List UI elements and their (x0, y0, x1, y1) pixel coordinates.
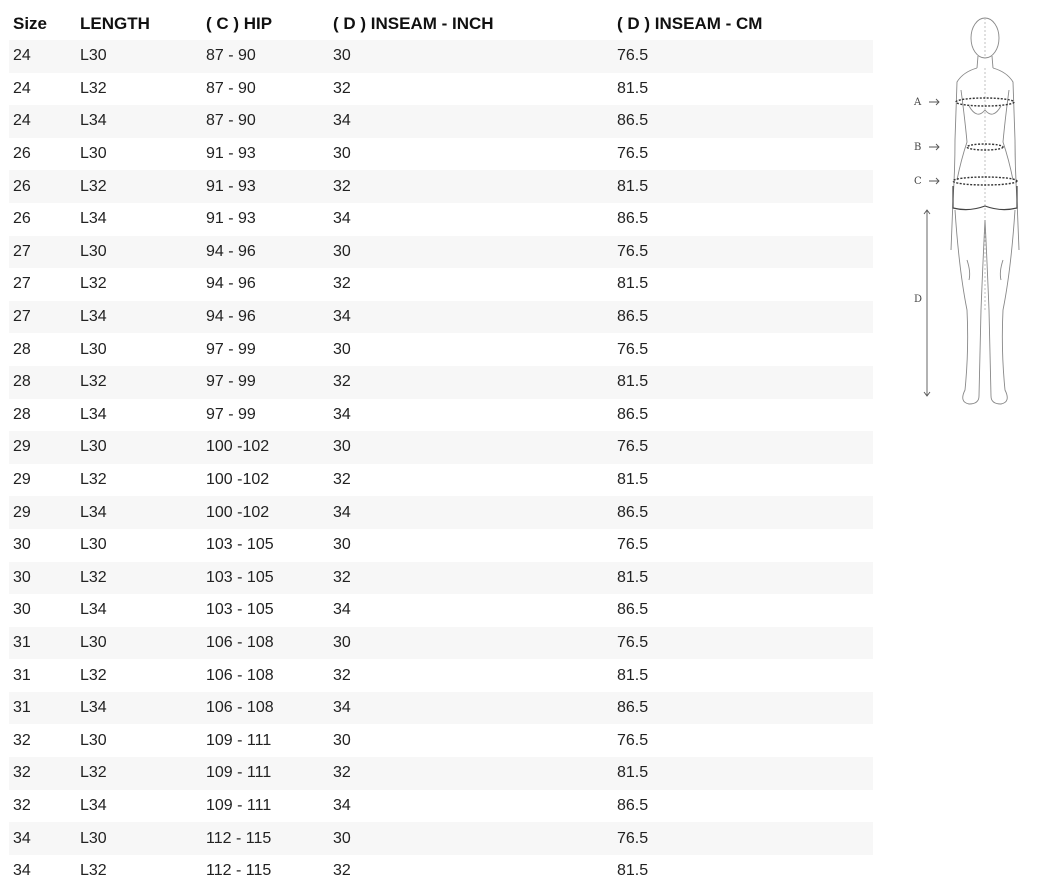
cell-size: 24 (9, 105, 76, 138)
cell-length: L30 (76, 431, 202, 464)
cell-hip: 100 -102 (202, 464, 329, 497)
cell-size: 24 (9, 73, 76, 106)
cell-inseam-inch: 32 (329, 464, 613, 497)
cell-inseam-cm: 76.5 (613, 529, 873, 562)
cell-size: 27 (9, 301, 76, 334)
table-row (9, 562, 873, 595)
cell-size: 31 (9, 659, 76, 692)
cell-size: 30 (9, 594, 76, 627)
cell-inseam-inch: 34 (329, 203, 613, 236)
cell-size: 27 (9, 236, 76, 269)
cell-size: 32 (9, 790, 76, 823)
cell-hip: 87 - 90 (202, 105, 329, 138)
cell-inseam-inch: 30 (329, 724, 613, 757)
cell-inseam-cm: 86.5 (613, 692, 873, 725)
cell-inseam-inch: 34 (329, 301, 613, 334)
cell-inseam-inch: 30 (329, 529, 613, 562)
cell-inseam-inch: 32 (329, 562, 613, 595)
table-row (9, 496, 873, 529)
cell-length: L34 (76, 203, 202, 236)
cell-hip: 106 - 108 (202, 659, 329, 692)
table-row (9, 366, 873, 399)
cell-size: 26 (9, 203, 76, 236)
table-row (9, 333, 873, 366)
cell-size: 29 (9, 496, 76, 529)
table-row (9, 724, 873, 757)
label-a: A (914, 97, 922, 108)
cell-length: L34 (76, 594, 202, 627)
table-row (9, 790, 873, 823)
table-row (9, 268, 873, 301)
cell-inseam-inch: 30 (329, 236, 613, 269)
cell-length: L32 (76, 268, 202, 301)
cell-length: L34 (76, 301, 202, 334)
cell-length: L30 (76, 529, 202, 562)
cell-hip: 112 - 115 (202, 822, 329, 855)
cell-hip: 97 - 99 (202, 366, 329, 399)
cell-length: L30 (76, 236, 202, 269)
cell-inseam-cm: 86.5 (613, 399, 873, 432)
table-row (9, 692, 873, 725)
table-row (9, 822, 873, 855)
cell-length: L30 (76, 724, 202, 757)
cell-inseam-inch: 30 (329, 627, 613, 660)
cell-length: L34 (76, 496, 202, 529)
cell-hip: 103 - 105 (202, 594, 329, 627)
table-row (9, 301, 873, 334)
cell-inseam-inch: 34 (329, 692, 613, 725)
cell-hip: 91 - 93 (202, 138, 329, 171)
cell-inseam-cm: 81.5 (613, 855, 873, 887)
cell-inseam-cm: 81.5 (613, 464, 873, 497)
cell-size: 26 (9, 138, 76, 171)
cell-inseam-cm: 81.5 (613, 562, 873, 595)
table-row (9, 40, 873, 73)
label-c: C (914, 176, 922, 187)
cell-inseam-inch: 34 (329, 594, 613, 627)
cell-inseam-inch: 34 (329, 105, 613, 138)
table-row (9, 529, 873, 562)
cell-inseam-inch: 32 (329, 757, 613, 790)
cell-inseam-inch: 30 (329, 40, 613, 73)
table-row (9, 659, 873, 692)
cell-inseam-cm: 76.5 (613, 236, 873, 269)
cell-hip: 91 - 93 (202, 203, 329, 236)
cell-hip: 106 - 108 (202, 627, 329, 660)
table-header-row (9, 8, 873, 40)
table-row (9, 464, 873, 497)
cell-inseam-cm: 86.5 (613, 790, 873, 823)
table-row (9, 73, 873, 106)
table-row (9, 138, 873, 171)
cell-size: 34 (9, 855, 76, 887)
cell-length: L30 (76, 40, 202, 73)
label-d: D (914, 294, 923, 305)
cell-length: L34 (76, 105, 202, 138)
table-row (9, 594, 873, 627)
label-b: B (914, 142, 922, 153)
cell-length: L30 (76, 333, 202, 366)
cell-size: 28 (9, 333, 76, 366)
cell-hip: 109 - 111 (202, 757, 329, 790)
cell-hip: 100 -102 (202, 496, 329, 529)
cell-hip: 109 - 111 (202, 724, 329, 757)
column-header-hip: ( C ) HIP (206, 14, 273, 33)
table-body (9, 40, 873, 887)
cell-size: 27 (9, 268, 76, 301)
cell-size: 30 (9, 562, 76, 595)
cell-size: 31 (9, 692, 76, 725)
cell-inseam-cm: 76.5 (613, 627, 873, 660)
cell-hip: 109 - 111 (202, 790, 329, 823)
cell-inseam-cm: 76.5 (613, 40, 873, 73)
cell-inseam-inch: 32 (329, 366, 613, 399)
size-chart-table (9, 8, 873, 887)
cell-inseam-inch: 34 (329, 399, 613, 432)
cell-length: L30 (76, 822, 202, 855)
cell-hip: 97 - 99 (202, 399, 329, 432)
cell-size: 28 (9, 399, 76, 432)
column-header-length: LENGTH (80, 14, 150, 33)
cell-hip: 94 - 96 (202, 301, 329, 334)
cell-length: L34 (76, 790, 202, 823)
cell-inseam-cm: 86.5 (613, 105, 873, 138)
table-row (9, 105, 873, 138)
cell-inseam-cm: 76.5 (613, 822, 873, 855)
cell-size: 28 (9, 366, 76, 399)
cell-hip: 112 - 115 (202, 855, 329, 887)
cell-size: 29 (9, 464, 76, 497)
measurement-figure (905, 10, 1035, 410)
cell-inseam-cm: 76.5 (613, 431, 873, 464)
cell-length: L34 (76, 399, 202, 432)
cell-length: L30 (76, 138, 202, 171)
cell-inseam-cm: 81.5 (613, 268, 873, 301)
cell-length: L32 (76, 757, 202, 790)
cell-inseam-inch: 30 (329, 333, 613, 366)
cell-inseam-inch: 32 (329, 855, 613, 887)
cell-length: L32 (76, 170, 202, 203)
cell-inseam-cm: 81.5 (613, 757, 873, 790)
arrow-c-icon (929, 178, 939, 184)
column-header-inseam-inch: ( D ) INSEAM - INCH (333, 14, 494, 33)
cell-length: L32 (76, 73, 202, 106)
cell-size: 24 (9, 40, 76, 73)
cell-hip: 87 - 90 (202, 40, 329, 73)
cell-inseam-inch: 32 (329, 73, 613, 106)
cell-length: L32 (76, 562, 202, 595)
cell-length: L32 (76, 855, 202, 887)
cell-inseam-inch: 30 (329, 431, 613, 464)
cell-inseam-inch: 30 (329, 138, 613, 171)
cell-hip: 94 - 96 (202, 236, 329, 269)
cell-length: L30 (76, 627, 202, 660)
cell-length: L34 (76, 692, 202, 725)
cell-inseam-cm: 81.5 (613, 73, 873, 106)
cell-length: L32 (76, 464, 202, 497)
table-row (9, 757, 873, 790)
cell-hip: 103 - 105 (202, 529, 329, 562)
cell-length: L32 (76, 659, 202, 692)
cell-length: L32 (76, 366, 202, 399)
inseam-arrow-icon (924, 210, 930, 396)
column-header-inseam-cm: ( D ) INSEAM - CM (617, 14, 763, 33)
table-row (9, 627, 873, 660)
cell-size: 29 (9, 431, 76, 464)
cell-hip: 106 - 108 (202, 692, 329, 725)
arrow-b-icon (929, 144, 939, 150)
cell-inseam-cm: 81.5 (613, 170, 873, 203)
cell-size: 32 (9, 757, 76, 790)
table-row (9, 236, 873, 269)
arrow-a-icon (929, 99, 939, 105)
cell-inseam-inch: 34 (329, 790, 613, 823)
cell-inseam-cm: 86.5 (613, 594, 873, 627)
cell-size: 30 (9, 529, 76, 562)
cell-size: 31 (9, 627, 76, 660)
table-row (9, 203, 873, 236)
cell-inseam-inch: 34 (329, 496, 613, 529)
table-row (9, 431, 873, 464)
cell-hip: 100 -102 (202, 431, 329, 464)
cell-inseam-cm: 81.5 (613, 366, 873, 399)
cell-size: 26 (9, 170, 76, 203)
cell-inseam-cm: 86.5 (613, 301, 873, 334)
cell-hip: 91 - 93 (202, 170, 329, 203)
column-header-size: Size (13, 14, 48, 33)
cell-hip: 97 - 99 (202, 333, 329, 366)
cell-inseam-cm: 86.5 (613, 203, 873, 236)
cell-hip: 94 - 96 (202, 268, 329, 301)
cell-inseam-inch: 32 (329, 268, 613, 301)
cell-inseam-cm: 76.5 (613, 333, 873, 366)
table-row (9, 855, 873, 887)
cell-size: 34 (9, 822, 76, 855)
cell-inseam-cm: 76.5 (613, 138, 873, 171)
cell-inseam-inch: 32 (329, 659, 613, 692)
table-row (9, 170, 873, 203)
cell-hip: 87 - 90 (202, 73, 329, 106)
cell-inseam-cm: 76.5 (613, 724, 873, 757)
cell-size: 32 (9, 724, 76, 757)
cell-inseam-inch: 32 (329, 170, 613, 203)
cell-inseam-inch: 30 (329, 822, 613, 855)
cell-hip: 103 - 105 (202, 562, 329, 595)
body-figure-icon (905, 10, 1035, 410)
cell-inseam-cm: 81.5 (613, 659, 873, 692)
cell-inseam-cm: 86.5 (613, 496, 873, 529)
table-row (9, 399, 873, 432)
